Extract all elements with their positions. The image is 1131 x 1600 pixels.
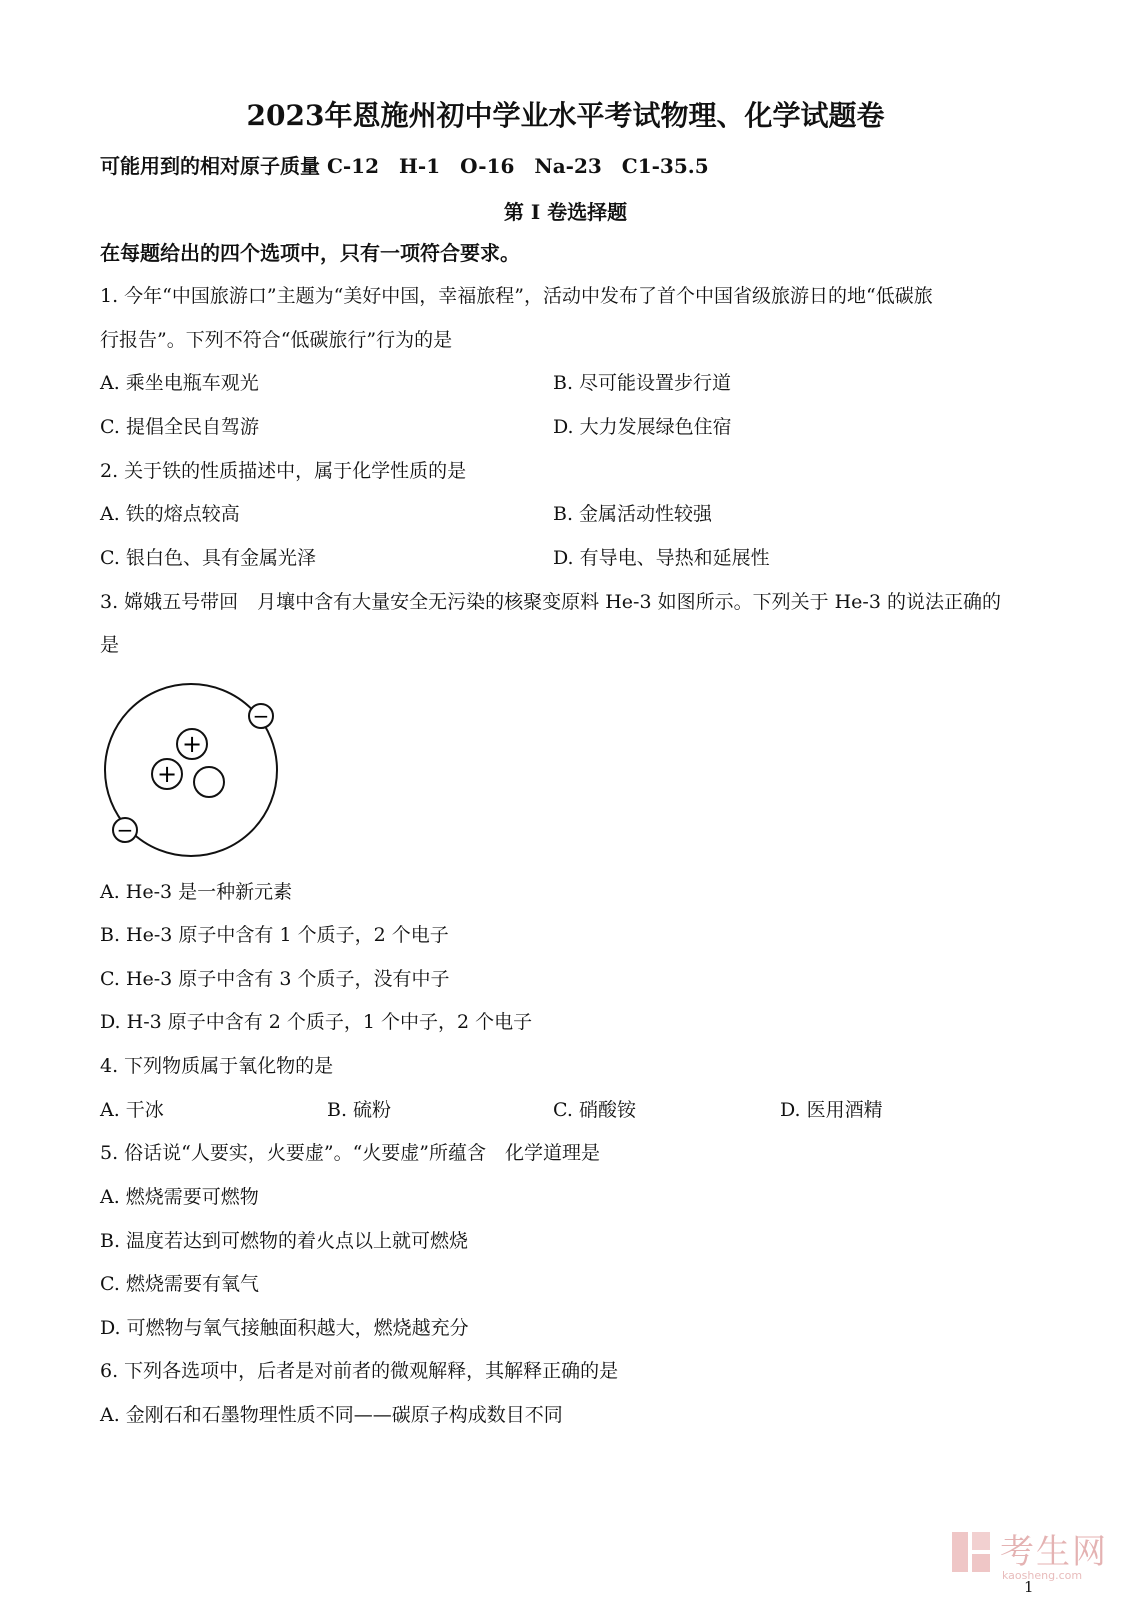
atomic-mass-note: 可能用到的相对原子质量 C-12 H-1 O-16 Na-23 C1-35.5: [100, 154, 709, 178]
electron-1: [249, 704, 273, 728]
page-number: 1: [1024, 1578, 1034, 1596]
question-6-option-a: A. 金刚石和石墨物理性质不同——碳原子构成数目不同: [100, 1404, 563, 1426]
question-3-stem-line1: 3. 嫦娥五号带回 月壤中含有大量安全无污染的核聚变原料 He-3 如图所示。下列关于 He-3 的说法正确的: [100, 591, 1001, 613]
neutron: [194, 767, 224, 797]
question-1-option-d: D. 大力发展绿色住宿: [553, 416, 732, 438]
question-2-option-b: B. 金属活动性较强: [553, 503, 713, 525]
page-title: 2023年恩施州初中学业水平考试物理、化学试题卷: [246, 99, 885, 132]
svg-text:+: +: [181, 730, 203, 758]
question-5-stem: 5. 俗话说“人要实，火要虚”。“火要虚”所蕴含 化学道理是: [100, 1142, 601, 1164]
question-2-option-a: A. 铁的熔点较高: [100, 503, 240, 525]
watermark-text: 考生网: [1000, 1532, 1108, 1572]
kaosheng-logo-icon: [950, 1528, 994, 1576]
question-5-option-b: B. 温度若达到可燃物的着火点以上就可燃烧: [100, 1230, 469, 1252]
question-2-stem: 2. 关于铁的性质描述中，属于化学性质的是: [100, 460, 467, 482]
question-4-option-b: B. 硫粉: [327, 1099, 392, 1121]
svg-text:−: −: [116, 818, 134, 842]
he3-atom-diagram: [100, 678, 286, 864]
question-3-option-b: B. He-3 原子中含有 1 个质子，2 个电子: [100, 924, 449, 946]
svg-text:+: +: [156, 760, 178, 788]
question-2-option-c: C. 银白色、具有金属光泽: [100, 547, 316, 569]
question-1-option-b: B. 尽可能设置步行道: [553, 372, 732, 394]
question-5-option-c: C. 燃烧需要有氧气: [100, 1273, 259, 1295]
question-5-option-a: A. 燃烧需要可燃物: [100, 1186, 259, 1208]
proton-2: [152, 759, 182, 789]
question-1-stem-line1: 1. 今年“中国旅游口”主题为“美好中国，幸福旅程”，活动中发布了首个中国省级旅游日的地“低碳旅: [100, 285, 933, 307]
section-heading: 第 I 卷选择题: [503, 200, 628, 224]
question-3-option-c: C. He-3 原子中含有 3 个质子，没有中子: [100, 968, 450, 990]
question-3-option-d: D. H-3 原子中含有 2 个质子，1 个中子，2 个电子: [100, 1011, 533, 1033]
svg-text:−: −: [252, 704, 270, 728]
question-4-option-c: C. 硝酸铵: [553, 1099, 636, 1121]
question-4-option-d: D. 医用酒精: [780, 1099, 883, 1121]
question-5-option-d: D. 可燃物与氧气接触面积越大，燃烧越充分: [100, 1317, 469, 1339]
question-4-option-a: A. 干冰: [100, 1099, 164, 1121]
question-2-option-d: D. 有导电、导热和延展性: [553, 547, 770, 569]
question-3-stem-line2: 是: [100, 634, 120, 656]
question-3-option-a: A. He-3 是一种新元素: [100, 881, 293, 903]
question-1-stem-line2: 行报告”。下列不符合“低碳旅行”行为的是: [100, 329, 453, 351]
question-4-stem: 4. 下列物质属于氧化物的是: [100, 1055, 334, 1077]
proton-1: [177, 729, 207, 759]
question-6-stem: 6. 下列各选项中，后者是对前者的微观解释，其解释正确的是: [100, 1360, 619, 1382]
electron-2: [113, 818, 137, 842]
question-1-option-a: A. 乘坐电瓶车观光: [100, 372, 259, 394]
instruction-text: 在每题给出的四个选项中，只有一项符合要求。: [100, 241, 520, 265]
watermark-url: kaosheng.com: [1002, 1569, 1083, 1582]
question-1-option-c: C. 提倡全民自驾游: [100, 416, 259, 438]
